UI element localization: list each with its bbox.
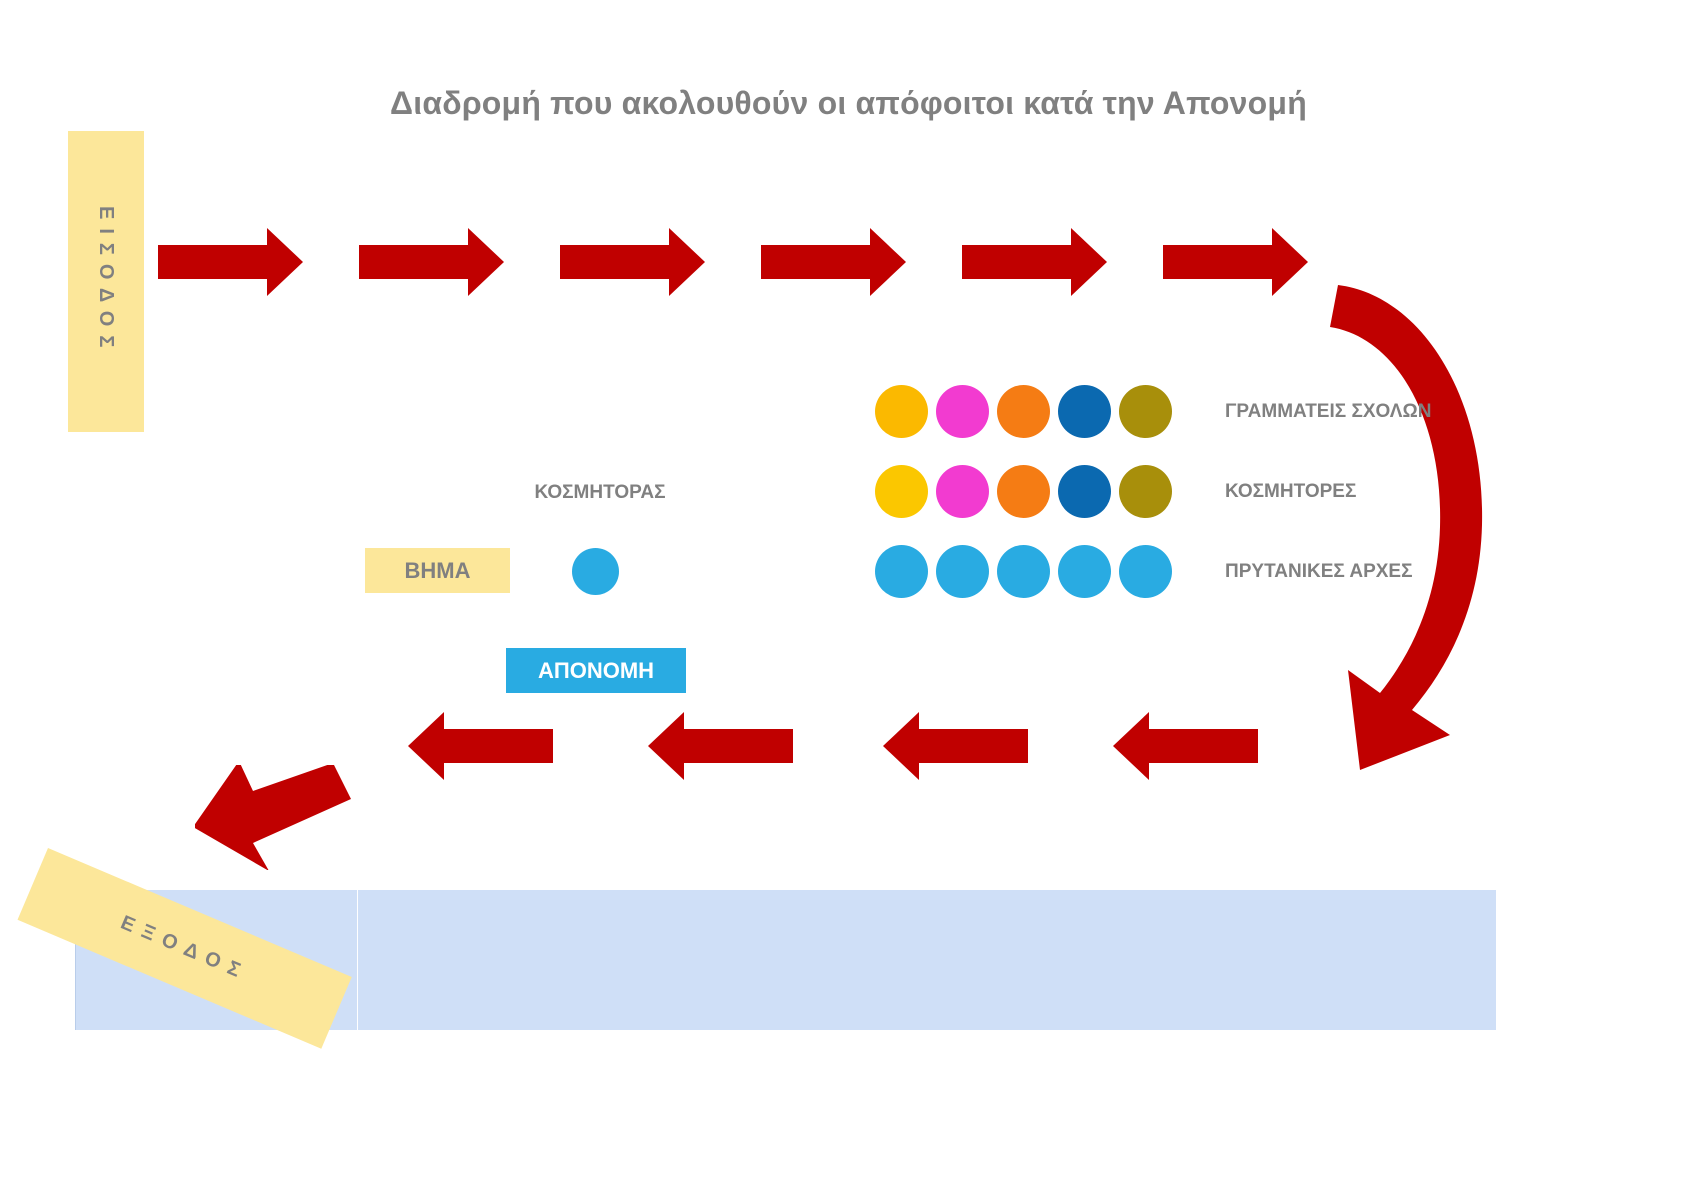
arrow-shaft: [444, 729, 553, 763]
page-title: Διαδρομή που ακολουθούν οι απόφοιτοι κατά την Απονομή: [390, 85, 1307, 121]
person-dot: [997, 385, 1050, 438]
person-dot: [1119, 385, 1172, 438]
arrow-right-5: [962, 228, 1107, 296]
person-dot: [875, 545, 928, 598]
person-dot: [875, 385, 928, 438]
arrow-shaft: [684, 729, 793, 763]
dean-label: ΚΟΣΜΗΤΟΡΑΣ: [534, 482, 666, 503]
exit-arrow-path: [195, 765, 351, 870]
arrow-left-1: [1113, 712, 1258, 780]
curved-arrow: [1300, 265, 1530, 775]
person-dot: [1058, 545, 1111, 598]
person-dot: [1058, 465, 1111, 518]
arrow-shaft: [962, 245, 1071, 279]
row-label-grammateis: ΓΡΑΜΜΑΤΕΙΣ ΣΧΟΛΩΝ: [1225, 400, 1432, 422]
arrow-right-3: [560, 228, 705, 296]
arrow-shaft: [158, 245, 267, 279]
entrance-label: ΕΙΣΟΔΟΣ: [95, 206, 117, 357]
arrow-head: [870, 228, 906, 296]
row-kosmitores: [875, 465, 1356, 518]
person-dot: [997, 465, 1050, 518]
person-dot: [997, 545, 1050, 598]
person-dot: [1119, 465, 1172, 518]
curve-path: [1330, 285, 1482, 770]
arrow-left-2: [883, 712, 1028, 780]
arrow-right-6: [1163, 228, 1308, 296]
arrow-shaft: [919, 729, 1028, 763]
arrow-head: [648, 712, 684, 780]
arrow-head: [408, 712, 444, 780]
person-dot: [1119, 545, 1172, 598]
person-dot: [875, 465, 928, 518]
entrance-banner: [68, 131, 144, 432]
person-dot: [936, 385, 989, 438]
arrow-right-2: [359, 228, 504, 296]
row-grammateis-sxolon: [875, 385, 1431, 438]
podium-label: ΒΗΜΑ: [365, 548, 510, 593]
arrow-shaft: [1163, 245, 1272, 279]
arrow-right-1: [158, 228, 303, 296]
arrow-shaft: [359, 245, 468, 279]
arrow-head: [669, 228, 705, 296]
row-label-kosmitores: ΚΟΣΜΗΤΟΡΕΣ: [1225, 480, 1357, 502]
arrow-left-4: [408, 712, 553, 780]
arrow-shaft: [761, 245, 870, 279]
exit-arrow: [195, 765, 355, 870]
dean-dot: [572, 548, 619, 595]
arrow-head: [1113, 712, 1149, 780]
person-dot: [1058, 385, 1111, 438]
award-label: ΑΠΟΝΟΜΗ: [506, 648, 686, 693]
arrow-head: [267, 228, 303, 296]
person-dot: [936, 545, 989, 598]
arrow-head: [468, 228, 504, 296]
person-dot: [936, 465, 989, 518]
arrow-head: [883, 712, 919, 780]
exit-label: ΕΞΟΔΟΣ: [117, 911, 253, 985]
row-label-prytanikes: ΠΡΥΤΑΝΙΚΕΣ ΑΡΧΕΣ: [1225, 560, 1413, 582]
row-prytanikes-arxes: [875, 545, 1413, 598]
arrow-left-3: [648, 712, 793, 780]
arrow-shaft: [1149, 729, 1258, 763]
arrow-shaft: [560, 245, 669, 279]
arrow-head: [1071, 228, 1107, 296]
arrow-right-4: [761, 228, 906, 296]
stage-platform-section: [357, 890, 1496, 1030]
